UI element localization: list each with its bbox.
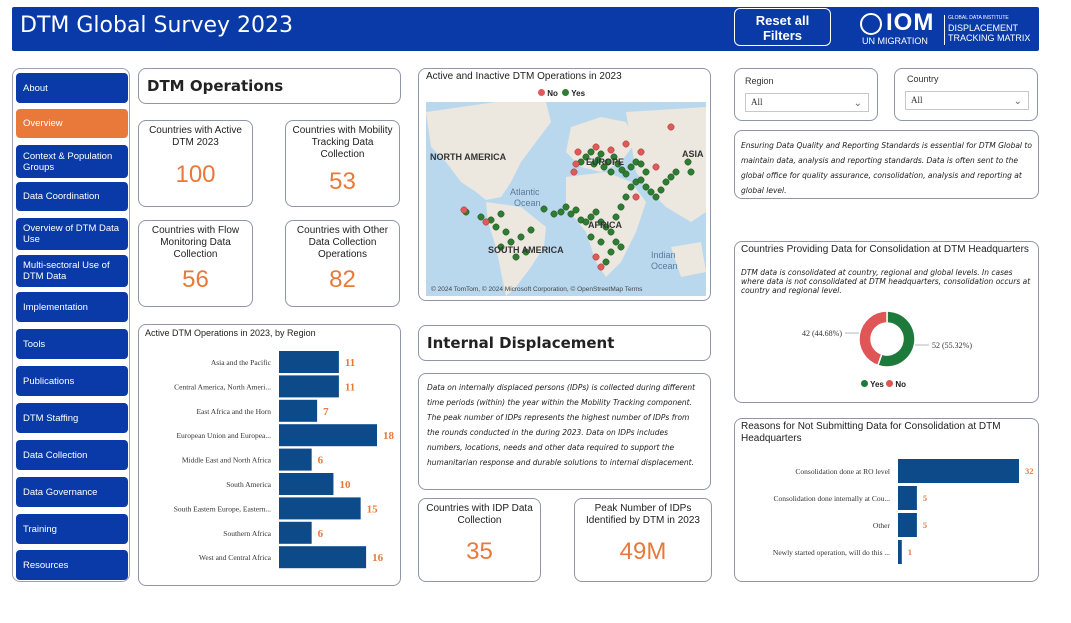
quality-text: Ensuring Data Quality and Reporting Standards is essential for DTM Global to maintain data, analysis and reporting standards. Data is often sent to the global office for quality assurance, consolidation, analysis and reporting at global level. [741, 141, 1032, 195]
map-marker-yes[interactable] [648, 189, 654, 195]
map-marker-no[interactable] [593, 144, 599, 150]
nav-item-overview[interactable]: Overview [16, 109, 128, 138]
nav-item-data-collection[interactable]: Data Collection [16, 440, 128, 470]
reason-value-label: 32 [1025, 466, 1034, 476]
kpi-value: 35 [466, 538, 493, 565]
region-category-label: Asia and the Pacific [210, 358, 271, 367]
reason-bar[interactable] [898, 486, 917, 510]
map-marker-yes[interactable] [628, 184, 634, 190]
nav-item-tools[interactable]: Tools [16, 329, 128, 359]
kpi-label: Countries with Mobility Tracking Data Collection [292, 125, 393, 160]
map-marker-yes[interactable] [668, 174, 674, 180]
label-north-america: NORTH AMERICA [430, 152, 507, 162]
map-marker-no[interactable] [571, 169, 577, 175]
map-marker-yes[interactable] [623, 194, 629, 200]
donut-label-no: 42 (44.68%) [802, 329, 842, 338]
map-marker-yes[interactable] [688, 169, 694, 175]
country-slicer [894, 68, 1038, 121]
map-marker-yes[interactable] [653, 194, 659, 200]
region-category-label: West and Central Africa [198, 553, 271, 563]
map-marker-yes[interactable] [598, 239, 604, 245]
map-marker-no[interactable] [483, 219, 489, 225]
nav-item-multi-sectoral-use-of-dtm-data[interactable]: Multi-sectoral Use of DTM Data [16, 255, 128, 287]
map-marker-yes[interactable] [588, 234, 594, 240]
legend-no-label: No [895, 380, 907, 389]
reason-value-label: 5 [922, 493, 928, 503]
region-dropdown-value: All [751, 97, 763, 107]
map-marker-no[interactable] [608, 147, 614, 153]
reset-label-line2: Filters [762, 28, 802, 43]
region-value-label: 15 [366, 503, 378, 516]
nav-item-training[interactable]: Training [16, 514, 128, 544]
region-bar[interactable] [279, 424, 377, 446]
legend-yes-dot [562, 89, 569, 96]
reason-category-label: Other [872, 521, 890, 530]
region-value-label: 7 [323, 405, 329, 418]
map-marker-yes[interactable] [603, 259, 609, 265]
kpi-label: Peak Number of IDPs Identified by DTM in 2023 [586, 503, 700, 526]
map-marker-yes[interactable] [613, 239, 619, 245]
map-marker-yes[interactable] [623, 171, 629, 177]
map-marker-yes[interactable] [618, 204, 624, 210]
operations-title-card [138, 68, 401, 104]
map-marker-yes[interactable] [498, 211, 504, 217]
kpi-value: 100 [175, 161, 216, 188]
page-title: DTM Global Survey 2023 [20, 13, 294, 38]
globe-icon [860, 13, 882, 35]
nav-item-publications[interactable]: Publications [16, 366, 128, 396]
map-marker-no[interactable] [633, 194, 639, 200]
reason-value-label: 1 [907, 547, 913, 557]
map-marker-yes[interactable] [478, 214, 484, 220]
region-bar[interactable] [279, 473, 333, 495]
sidebar-nav [12, 68, 130, 582]
displacement-text: Data on internally displaced persons (IDPs) is collected during different time periods (within) the year within the Mobility Tracking component. The peak number of IDPs represents the highest number of IDPs from the rounds conducted in the during 2023. Data on IDPs includes numbers, locations, needs and other data required to support the humanitarian response and durable solutions to internal displacement. [427, 383, 696, 467]
country-dropdown-value: All [911, 95, 923, 105]
region-bar[interactable] [279, 400, 317, 422]
donut-legend [861, 380, 906, 389]
label-europe: EUROPE [586, 157, 625, 167]
label-indian-ocean: Ocean [651, 261, 678, 271]
reason-category-label: Consolidation done internally at Cou... [773, 494, 890, 503]
map-marker-yes[interactable] [628, 164, 634, 170]
label-asia: ASIA [682, 149, 704, 159]
map-marker-yes[interactable] [608, 249, 614, 255]
region-category-label: Southern Africa [223, 528, 271, 538]
region-bar[interactable] [279, 351, 339, 373]
reasons-bar-chart [735, 449, 1038, 579]
kpi-value: 53 [329, 168, 356, 195]
map-marker-no[interactable] [573, 161, 579, 167]
region-bar[interactable] [279, 546, 366, 568]
nav-item-data-coordination[interactable]: Data Coordination [16, 182, 128, 211]
region-value-label: 11 [344, 381, 356, 394]
operations-title: DTM Operations [147, 77, 284, 95]
region-category-label: South America [226, 480, 271, 489]
nav-item-dtm-staffing[interactable]: DTM Staffing [16, 403, 128, 433]
nav-item-resources[interactable]: Resources [16, 550, 128, 580]
logo-dtm-line1: DISPLACEMENT [948, 23, 1019, 33]
kpi-card-flow [138, 220, 253, 307]
region-bar[interactable] [279, 522, 312, 544]
logo-dtm-text [948, 23, 1030, 43]
map-marker-yes[interactable] [563, 204, 569, 210]
nav-item-data-governance[interactable]: Data Governance [16, 477, 128, 507]
chevron-down-icon: ⌄ [1013, 96, 1022, 107]
top-header [12, 7, 1039, 51]
map-marker-yes[interactable] [638, 177, 644, 183]
region-slicer [734, 68, 878, 121]
logo-gdi-text: GLOBAL DATA INSTITUTE [948, 15, 1009, 21]
nav-item-context-population-groups[interactable]: Context & Population Groups [16, 145, 128, 178]
displacement-title: Internal Displacement [427, 334, 615, 352]
map-marker-no[interactable] [575, 149, 581, 155]
nav-item-about[interactable]: About [16, 73, 128, 103]
logo-iom-text: IOM [886, 9, 935, 36]
reasons-card [734, 418, 1039, 582]
map-marker-yes[interactable] [493, 224, 499, 230]
country-dropdown[interactable] [905, 91, 1029, 110]
region-value-label: 11 [344, 357, 356, 369]
donut-label-yes: 52 (55.32%) [932, 341, 972, 350]
label-africa: AFRICA [588, 220, 622, 230]
reset-label-line1: Reset all [755, 13, 810, 28]
chevron-down-icon: ⌄ [853, 98, 862, 109]
consolidation-title: Countries Providing Data for Consolidation at DTM Headquarters [741, 244, 1029, 255]
legend-yes-dot [861, 380, 868, 387]
label-south-america: SOUTH AMERICA [488, 245, 564, 255]
map-marker-yes[interactable] [658, 187, 664, 193]
kpi-value: 82 [329, 266, 356, 293]
label-indian: Indian [651, 250, 676, 260]
region-chart-title: Active DTM Operations in 2023, by Region [145, 328, 316, 338]
kpi-card-active [138, 120, 253, 207]
legend-no-label: No [547, 89, 558, 98]
world-map[interactable] [426, 102, 706, 296]
map-legend [538, 89, 585, 98]
reason-category-label: Consolidation done at RO level [795, 467, 890, 476]
map-marker-yes[interactable] [618, 244, 624, 250]
map-card [418, 68, 711, 301]
kpi-label: Countries with Other Data Collection Operations [296, 225, 389, 260]
kpi-card-idp-countries [418, 498, 541, 582]
kpi-card-other [285, 220, 400, 307]
kpi-value: 49M [619, 538, 667, 565]
consolidation-card [734, 241, 1039, 403]
map-marker-no[interactable] [623, 141, 629, 147]
displacement-title-card [418, 325, 711, 361]
region-value-label: 6 [317, 527, 324, 540]
map-attribution: © 2024 TomTom, © 2024 Microsoft Corporation, © OpenStreetMap Terms [431, 286, 643, 293]
displacement-text-card [418, 373, 711, 490]
region-bar-chart [139, 343, 400, 583]
legend-no-dot [886, 380, 893, 387]
map-marker-no[interactable] [461, 207, 467, 213]
kpi-label: Countries with IDP Data Collection [426, 503, 533, 526]
reason-bar[interactable] [898, 513, 917, 537]
consolidation-donut-chart [735, 304, 1038, 404]
map-marker-yes[interactable] [643, 169, 649, 175]
region-dropdown[interactable] [745, 93, 869, 112]
region-slicer-label: Region [745, 76, 774, 86]
region-value-label: 16 [372, 552, 384, 565]
legend-yes-label: Yes [870, 380, 884, 389]
region-chart-card [138, 324, 401, 586]
region-bar[interactable] [279, 449, 312, 471]
reason-bar[interactable] [898, 459, 1019, 483]
kpi-card-mobility [285, 120, 400, 207]
legend-no-dot [538, 89, 545, 96]
logo-dtm-line2: TRACKING MATRIX [948, 33, 1031, 43]
region-category-label: Middle East and North Africa [181, 455, 271, 465]
reason-value-label: 5 [922, 520, 928, 530]
map-marker-yes[interactable] [663, 179, 669, 185]
reason-category-label: Newly started operation, will do this ... [772, 548, 890, 557]
label-atlantic-ocean: Ocean [514, 198, 541, 208]
quality-text-card [734, 130, 1039, 199]
legend-yes-label: Yes [571, 89, 586, 98]
consolidation-subtitle: DTM data is consolidated at country, regional and global levels. In cases where data is not consolidated at DTM headquarters, consolidation occurs at country and regional level. [741, 268, 1031, 295]
map-marker-no[interactable] [653, 164, 659, 170]
map-marker-yes[interactable] [528, 227, 534, 233]
region-value-label: 18 [383, 430, 394, 443]
region-category-label: Central America, North Ameri... [174, 382, 271, 392]
map-marker-yes[interactable] [573, 207, 579, 213]
region-category-label: South Eastern Europe, Eastern... [173, 504, 271, 514]
iom-logo [860, 11, 1035, 47]
map-marker-yes[interactable] [608, 169, 614, 175]
kpi-card-peak-idps [574, 498, 712, 582]
kpi-label: Countries with Active DTM 2023 [149, 125, 242, 148]
map-marker-no[interactable] [593, 254, 599, 260]
map-marker-yes[interactable] [685, 159, 691, 165]
reset-filters-button[interactable] [734, 8, 831, 46]
region-category-label: European Union and Europea... [176, 431, 271, 441]
kpi-label: Countries with Flow Monitoring Data Collection [151, 225, 240, 260]
nav-item-overview-of-dtm-data-use[interactable]: Overview of DTM Data Use [16, 218, 128, 250]
reasons-title: Reasons for Not Submitting Data for Consolidation at DTM Headquarters [741, 421, 1001, 444]
map-marker-yes[interactable] [643, 184, 649, 190]
kpi-value: 56 [182, 266, 209, 293]
logo-un-text: UN MIGRATION [862, 36, 928, 46]
map-marker-no[interactable] [668, 124, 674, 130]
map-marker-yes[interactable] [673, 169, 679, 175]
region-value-label: 10 [339, 479, 351, 491]
map-marker-yes[interactable] [503, 229, 509, 235]
region-bar[interactable] [279, 497, 361, 519]
nav-item-implementation[interactable]: Implementation [16, 292, 128, 322]
map-marker-yes[interactable] [551, 211, 557, 217]
map-marker-yes[interactable] [558, 209, 564, 215]
map-marker-no[interactable] [638, 149, 644, 155]
region-value-label: 6 [317, 454, 324, 467]
map-marker-yes[interactable] [593, 209, 599, 215]
region-category-label: East Africa and the Horn [196, 406, 271, 416]
map-marker-yes[interactable] [541, 206, 547, 212]
logo-divider [944, 15, 945, 45]
country-slicer-label: Country [907, 74, 939, 84]
map-marker-yes[interactable] [638, 161, 644, 167]
map-marker-no[interactable] [598, 264, 604, 270]
map-marker-yes[interactable] [588, 149, 594, 155]
reason-bar[interactable] [898, 540, 902, 564]
label-atlantic: Atlantic [510, 187, 540, 197]
map-title: Active and Inactive DTM Operations in 2023 [426, 71, 622, 82]
region-bar[interactable] [279, 375, 339, 397]
map-marker-yes[interactable] [518, 234, 524, 240]
